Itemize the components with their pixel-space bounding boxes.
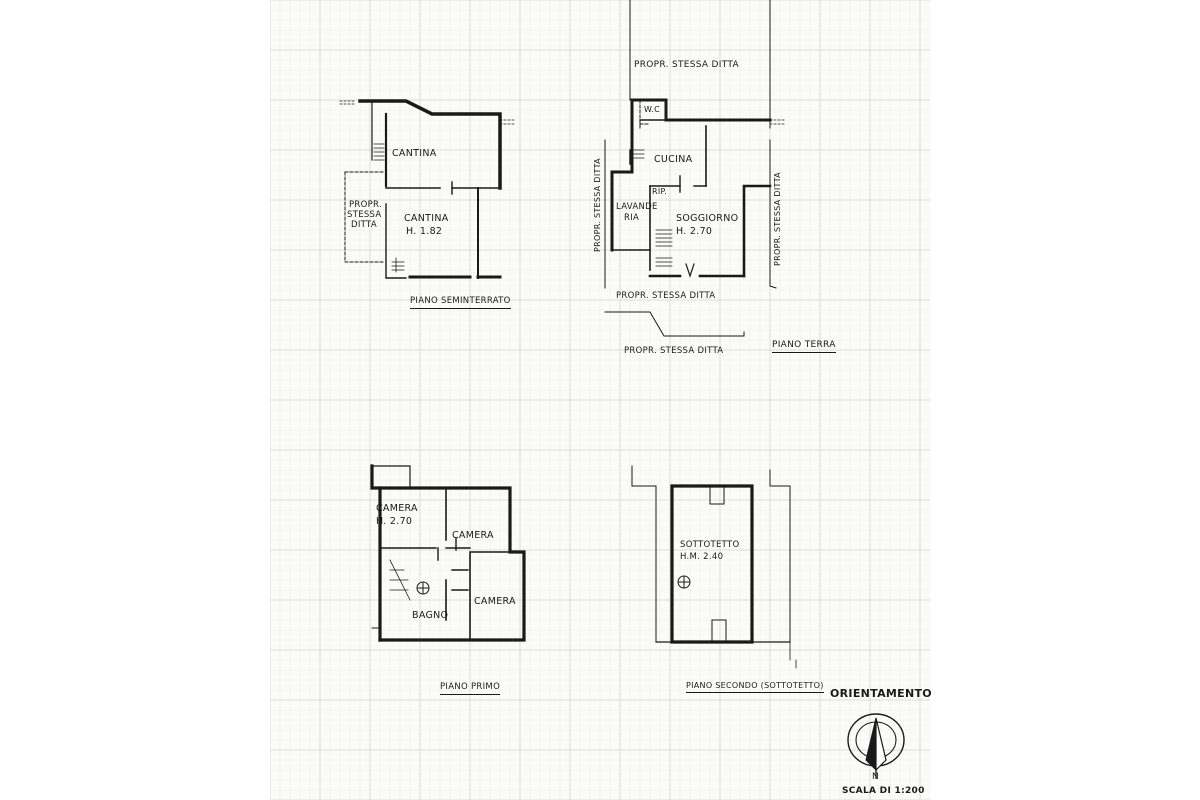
neighbor-property-label: PROPR. STESSA DITTA (634, 60, 739, 70)
neighbor-property-label: PROPR. STESSA DITTA (624, 346, 724, 356)
room-label-cantina: CANTINA (404, 213, 449, 224)
scale-label: SCALA DI 1:200 (842, 786, 925, 796)
floor-title-seminterrato: PIANO SEMINTERRATO (410, 296, 511, 309)
neighbor-property-label: PROPR. STESSA DITTA (616, 291, 716, 301)
floor-title-primo: PIANO PRIMO (440, 682, 500, 695)
neighbor-property-label: PROPR. (349, 200, 382, 210)
plan-seminterrato (340, 101, 515, 278)
room-label-cucina: CUCINA (654, 154, 693, 165)
room-height-label: H. 2.70 (376, 516, 413, 527)
room-label-camera: CAMERA (452, 530, 494, 541)
room-label-sottotetto: SOTTOTETTO (680, 540, 740, 550)
room-label-lavanderia: LAVANDE (616, 202, 658, 212)
room-label-lavanderia: RIA (624, 213, 640, 223)
room-height-label: H. 2.70 (676, 226, 713, 237)
neighbor-property-label: PROPR. STESSA DITTA (773, 172, 782, 266)
room-label-camera: CAMERA (474, 596, 516, 607)
room-label-ripostiglio: RIP. (652, 187, 668, 196)
room-label-bagno: BAGNO (412, 610, 449, 621)
floor-title-terra: PIANO TERRA (772, 340, 836, 353)
neighbor-property-label: DITTA (351, 220, 377, 230)
orientation-title: ORIENTAMENTO (830, 687, 932, 700)
neighbor-property-label: STESSA (347, 210, 382, 220)
plan-secondo (632, 466, 796, 668)
room-height-label: H.M. 2.40 (680, 552, 724, 562)
floor-title-secondo: PIANO SECONDO (SOTTOTETTO) (686, 680, 824, 693)
room-label-camera: CAMERA (376, 503, 418, 514)
room-label-cantina: CANTINA (392, 148, 437, 159)
room-label-wc: W.C (644, 105, 661, 114)
neighbor-property-label: PROPR. STESSA DITTA (593, 158, 602, 252)
north-letter: N (872, 772, 880, 782)
room-height-label: H. 1.82 (406, 226, 443, 237)
room-label-soggiorno: SOGGIORNO (676, 213, 739, 224)
north-arrow-icon (848, 714, 904, 778)
plan-terra (605, 0, 786, 336)
